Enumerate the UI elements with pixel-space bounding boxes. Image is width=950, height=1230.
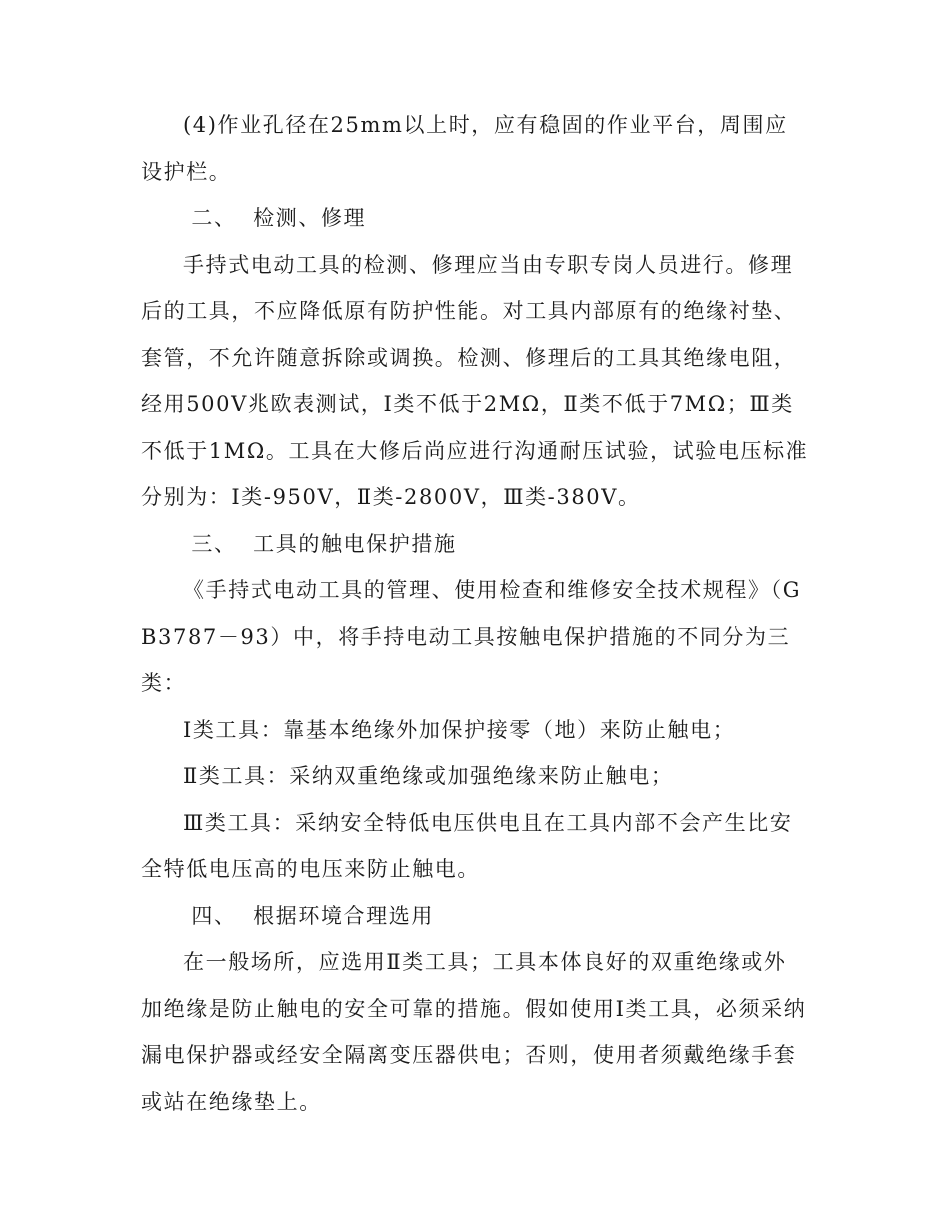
paragraph-work-platform: (4)作业孔径在25mm以上时，应有稳固的作业平台，周围应设护栏。 bbox=[141, 113, 788, 184]
paragraph-environment-selection: 在一般场所，应选用Ⅱ类工具；工具本体良好的双重绝缘或外加绝缘是防止触电的安全可靠的措施。假如使用Ⅰ类工具，必须采纳漏电保护器或经安全隔离变压器供电；否则，使用者须戴绝缘手套或站在绝缘垫上。 bbox=[141, 950, 807, 1114]
paragraph-standard-reference: 《手持式电动工具的管理、使用检查和维修安全技术规程》（GB3787－93）中，将手持电动工具按触电保护措施的不同分为三类： bbox=[141, 578, 802, 695]
paragraph-class-3-tools: Ⅲ类工具：采纳安全特低电压供电且在工具内部不会产生比安全特低电压高的电压来防止触电。 bbox=[141, 810, 793, 881]
document-body bbox=[141, 102, 809, 1125]
paragraph-inspection-repair: 手持式电动工具的检测、修理应当由专职专岗人员进行。修理后的工具，不应降低原有防护性能。对工具内部原有的绝缘衬垫、套管，不允许随意拆除或调换。检测、修理后的工具其绝缘电阻，经用500V兆欧表测试，Ⅰ类不低于2MΩ，Ⅱ类不低于7MΩ；Ⅲ类不低于1MΩ。工具在大修后尚应进行沟通耐压试验，试验电压标准分别为：Ⅰ类-950V，Ⅱ类-2800V，Ⅲ类-380V。 bbox=[141, 252, 809, 509]
heading-environment-selection: 四、 根据环境合理选用 bbox=[191, 903, 434, 928]
paragraph-class-2-tools: Ⅱ类工具：采纳双重绝缘或加强绝缘来防止触电； bbox=[183, 764, 674, 788]
heading-inspection-repair: 二、 检测、修理 bbox=[191, 206, 367, 230]
heading-shock-protection: 三、 工具的触电保护措施 bbox=[191, 531, 457, 556]
paragraph-class-1-tools: Ⅰ类工具：靠基本绝缘外加保护接零（地）来防止触电； bbox=[183, 717, 736, 742]
